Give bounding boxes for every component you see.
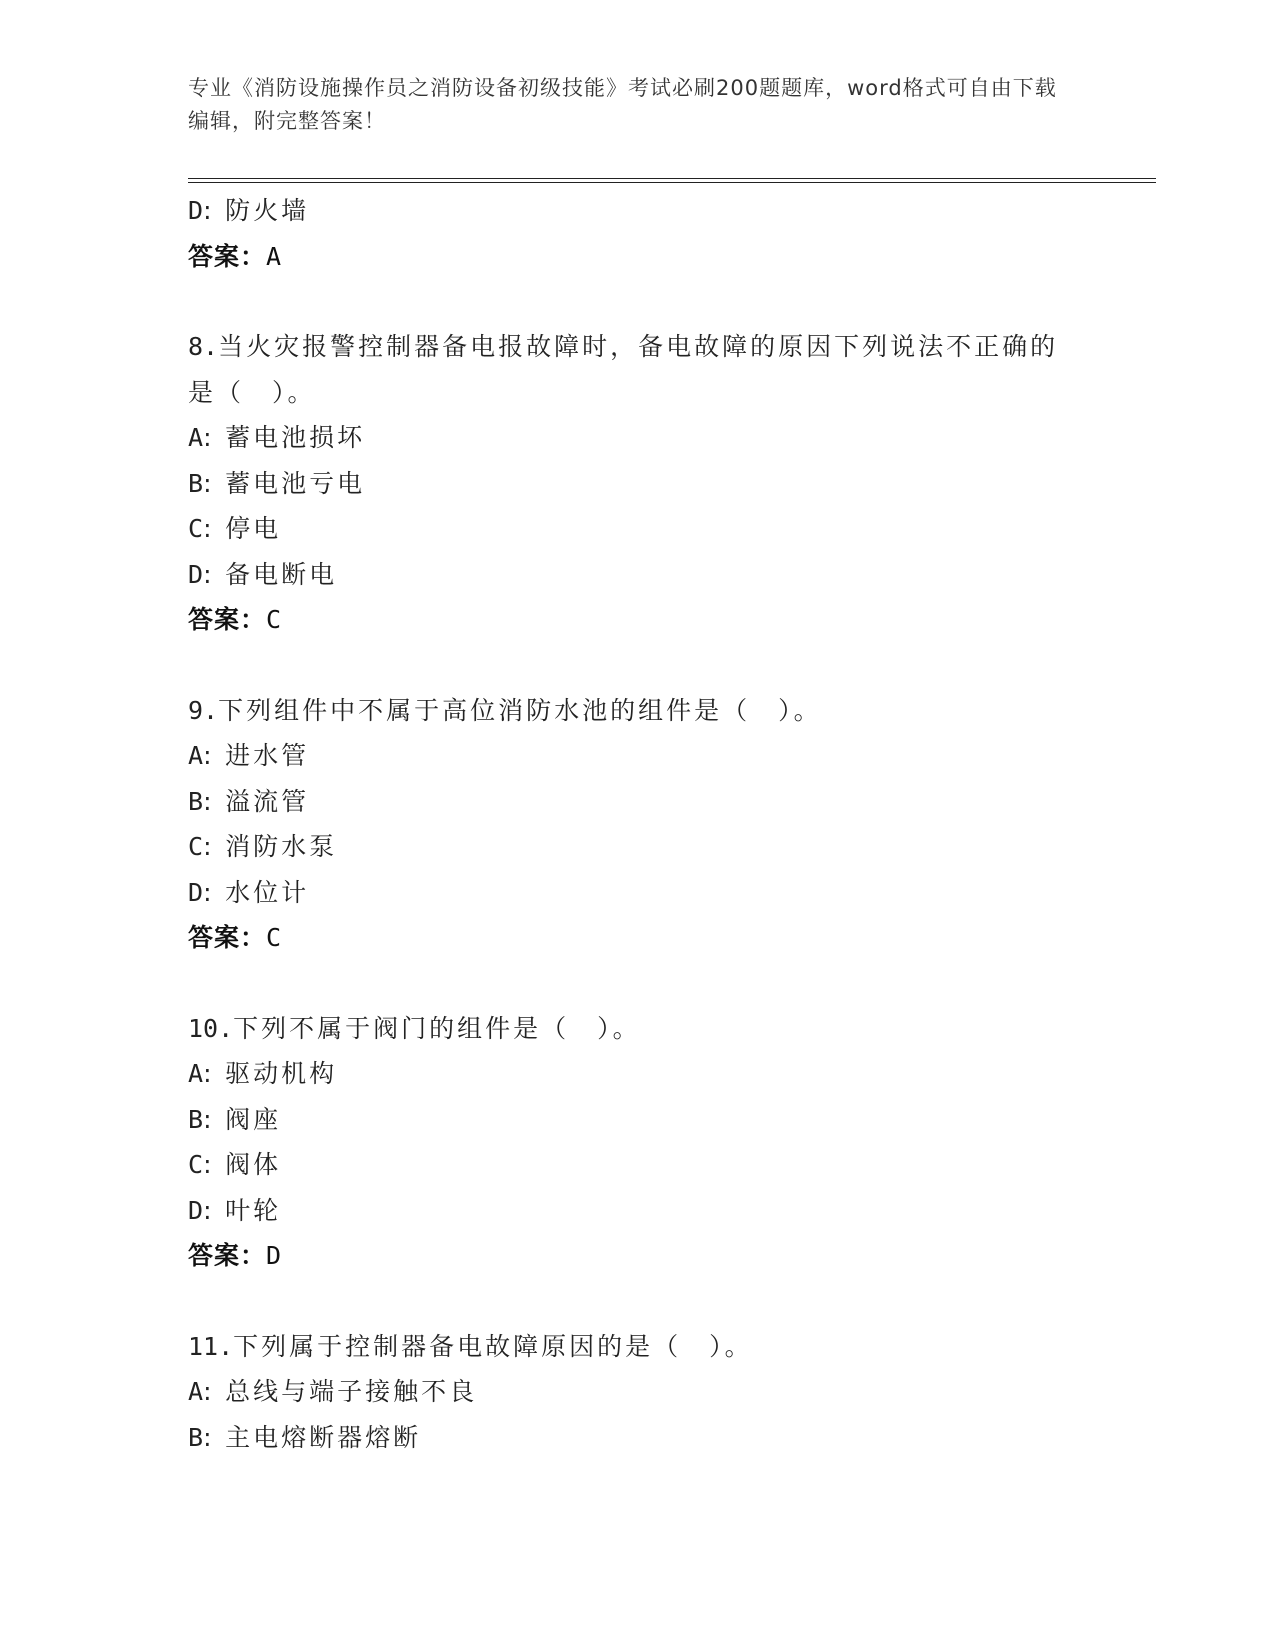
option-c xyxy=(188,506,1108,552)
question-stem: 下列属于控制器备电故障原因的是（ ）。 xyxy=(233,1331,753,1361)
option-text: 阀体 xyxy=(225,1150,282,1179)
option-letter: C xyxy=(188,1150,204,1179)
option-letter: A xyxy=(188,741,204,770)
option-a xyxy=(188,1369,1108,1415)
option-text: 蓄电池损坏 xyxy=(225,423,366,452)
option-b xyxy=(188,1415,1108,1461)
option-separator: : xyxy=(203,196,212,225)
option-d xyxy=(188,870,1108,916)
answer-line xyxy=(188,234,1108,280)
option-separator: : xyxy=(203,423,212,452)
option-text: 阀座 xyxy=(225,1104,282,1134)
question-number: 8. xyxy=(188,332,219,361)
question-11 xyxy=(188,1324,1108,1461)
option-b xyxy=(188,1097,1108,1143)
option-letter: B xyxy=(188,786,204,816)
option-letter: D xyxy=(188,196,204,225)
option-text: 叶轮 xyxy=(225,1195,282,1225)
document-header: 专业《消防设施操作员之消防设备初级技能》考试必刷200题题库，word格式可自由下载编辑，附完整答案！ xyxy=(188,76,1057,133)
option-separator: : xyxy=(203,741,212,770)
option-separator: : xyxy=(203,1195,212,1225)
option-separator: : xyxy=(203,514,212,543)
answer-label: 答案： xyxy=(188,923,267,952)
question-stem: 当火灾报警控制器备电报故障时，备电故障的原因下列说法不正确的是（ ）。 xyxy=(188,332,1059,407)
option-d xyxy=(188,552,1108,598)
option-b xyxy=(188,461,1108,507)
option-text: 溢流管 xyxy=(225,786,310,816)
option-letter: D xyxy=(188,1195,204,1225)
header-double-rule xyxy=(188,178,1156,183)
option-letter: A xyxy=(188,423,204,452)
answer-value: A xyxy=(266,241,283,271)
question-text xyxy=(188,688,1068,734)
answer-value: D xyxy=(266,1241,283,1270)
option-letter: A xyxy=(188,1377,204,1406)
answer-value: C xyxy=(266,923,283,952)
option-letter: D xyxy=(188,559,204,589)
option-text: 备电断电 xyxy=(225,559,338,589)
option-c xyxy=(188,824,1108,870)
question-number: 10. xyxy=(188,1013,234,1043)
option-separator: : xyxy=(203,1104,212,1134)
option-letter: D xyxy=(188,877,204,907)
question-number: 9. xyxy=(188,695,219,725)
question-stem: 下列不属于阀门的组件是（ ）。 xyxy=(233,1013,641,1043)
option-separator: : xyxy=(203,877,212,907)
option-text: 总线与端子接触不良 xyxy=(225,1377,478,1406)
option-text: 进水管 xyxy=(225,741,310,770)
option-separator: : xyxy=(203,786,212,816)
answer-line xyxy=(188,1233,1108,1279)
option-a xyxy=(188,1051,1108,1097)
question-9 xyxy=(188,688,1108,961)
question-text xyxy=(188,1324,1068,1370)
option-letter: B xyxy=(188,468,204,498)
question-10 xyxy=(188,1006,1108,1279)
option-letter: C xyxy=(188,514,204,543)
option-a xyxy=(188,415,1108,461)
question-8 xyxy=(188,324,1108,643)
option-separator: : xyxy=(203,559,212,589)
option-text: 驱动机构 xyxy=(225,1059,338,1088)
option-separator: : xyxy=(203,468,212,498)
option-separator: : xyxy=(203,1377,212,1406)
option-text: 主电熔断器熔断 xyxy=(225,1422,422,1452)
option-text: 蓄电池亏电 xyxy=(225,468,366,498)
question-number: 11. xyxy=(188,1331,234,1361)
option-text: 停电 xyxy=(225,514,282,543)
option-a xyxy=(188,733,1108,779)
question-content xyxy=(188,188,1108,1460)
option-letter: A xyxy=(188,1059,204,1088)
option-letter: C xyxy=(188,832,204,861)
option-separator: : xyxy=(203,1059,212,1088)
option-d xyxy=(188,1188,1108,1234)
option-separator: : xyxy=(203,832,212,861)
answer-line xyxy=(188,915,1108,961)
option-text: 水位计 xyxy=(225,877,310,907)
answer-value: C xyxy=(266,605,283,634)
answer-label: 答案： xyxy=(188,605,267,634)
option-text: 防火墙 xyxy=(225,196,310,225)
option-c xyxy=(188,1142,1108,1188)
question-stem: 下列组件中不属于高位消防水池的组件是（ ）。 xyxy=(218,695,822,725)
option-separator: : xyxy=(203,1422,212,1452)
question-text xyxy=(188,324,1068,415)
question-text xyxy=(188,1006,1068,1052)
option-b xyxy=(188,779,1108,825)
answer-label: 答案： xyxy=(188,241,267,271)
option-separator: : xyxy=(203,1150,212,1179)
option-letter: B xyxy=(188,1104,204,1134)
option-text: 消防水泵 xyxy=(225,832,338,861)
answer-label: 答案： xyxy=(188,1241,267,1270)
option-d xyxy=(188,188,1108,234)
option-letter: B xyxy=(188,1422,204,1452)
answer-line xyxy=(188,597,1108,643)
